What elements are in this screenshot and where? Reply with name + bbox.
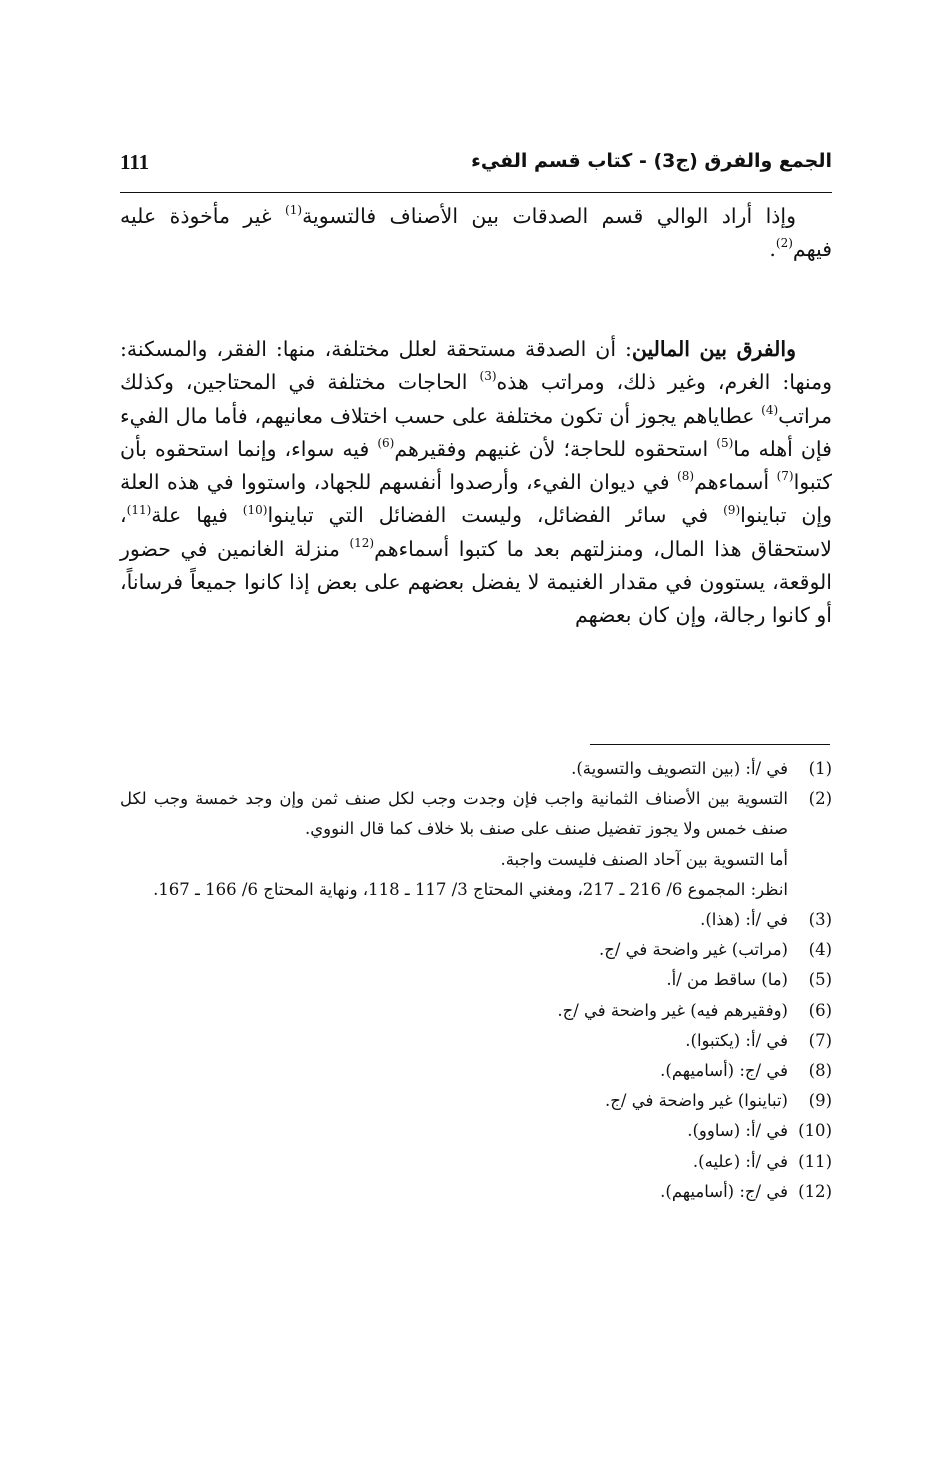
footnote-number: (10) [798,1121,832,1141]
text-segment: في سائر الفضائل، وليست الفضائل التي تباينوا [267,503,724,528]
footnote-text [120,784,788,905]
footnote-number: (8) [808,1061,832,1081]
footnote-number: (11) [798,1151,832,1171]
page-header [120,150,832,184]
footnote-8 [120,1056,832,1086]
paragraph-2-text [120,333,832,633]
paragraph-1-text [120,200,832,267]
text-segment: الحاجات مختلفة في المحتاجين، وكذلك مراتب [120,370,832,428]
footnote-ref-5: (5) [716,436,734,451]
footnote-ref-12: (12) [349,535,375,550]
text-segment: أسماءهم [694,470,777,495]
footnote-ref-8: (8) [677,469,695,484]
text-segment: استحقوه للحاجة؛ لأن غنيهم وفقيرهم [394,436,717,461]
footnote-3 [120,905,832,935]
footnote-ref-11: (11) [126,502,152,517]
footnote-ref-9: (9) [723,502,741,517]
footnote-number: (5) [808,970,832,990]
footnote-ref-6: (6) [377,436,395,451]
footnote-text: (ما) ساقط من /أ. [666,970,788,990]
footnote-line: انظر: المجموع 6/ 216 ـ 217، ومغني المحتاج 3/ 117 ـ 118، ونهاية المحتاج 6/ 166 ـ 167. [153,879,788,899]
footnotes [120,754,832,1207]
paragraph-2 [120,333,832,633]
text-segment: وإذا أراد الوالي قسم الصدقات بين الأصناف فالتسوية [302,204,796,228]
page-number: 111 [120,150,150,174]
footnote-text: في /أ: (هذا). [700,910,788,930]
section-lead: والفرق بين المالين [631,337,796,361]
text-segment: غير مأخوذة عليه فيهم [120,204,832,262]
footnote-number: (2) [808,789,832,809]
header-rule [120,192,832,193]
footnote-2 [120,784,832,905]
text-segment: عطاياهم يجوز أن تكون مختلفة على حسب اختلاف معانيهم، فأما مال الفيء فإن أهله ما [120,403,832,461]
footnote-ref-1: (1) [285,203,303,218]
text-segment: في ديوان الفيء، وأرصدوا أنفسهم للجهاد، واستووا في هذه العلة وإن تباينوا [120,470,832,528]
text-segment: : أن الصدقة مستحقة لعلل مختلفة، منها: الفقر، والمسكنة: ومنها: الغرم، وغير ذلك، ومراتب هذه [120,337,832,395]
footnote-ref-10: (10) [242,502,268,517]
running-title: الجمع والفرق (ج3) - كتاب قسم الفيء [471,150,832,172]
footnote-text: (تباينوا) غير واضحة في /ج. [605,1091,788,1111]
footnote-11 [120,1147,832,1177]
paragraph-1 [120,200,832,267]
footnote-text: في /أ: (يكتبوا). [685,1030,788,1050]
footnote-number: (6) [808,1000,832,1020]
footnote-text: في /ج: (أساميهم). [660,1181,788,1201]
footnote-ref-7: (7) [776,469,794,484]
footnote-number: (12) [798,1181,832,1201]
footnote-number: (4) [808,940,832,960]
footnote-number: (1) [808,759,832,778]
text-segment: فيه سواء، وإنما استحقوه بأن كتبوا [120,436,832,495]
footnote-7 [120,1026,832,1056]
footnote-9 [120,1086,832,1116]
footnote-text: (مراتب) غير واضحة في /ج. [598,940,788,960]
footnote-4 [120,935,832,965]
footnote-text: في /ج: (أساميهم). [660,1061,788,1081]
footnote-number: (7) [808,1030,832,1050]
footnote-10 [120,1116,832,1146]
footnote-line: أما التسوية بين آحاد الصنف فليست واجبة. [500,849,788,869]
text-segment: فيها علة [151,503,243,528]
footnote-5 [120,965,832,995]
text-segment: منزلة الغانمين في حضور الوقعة، يستوون في مقدار الغنيمة لا يفضل بعضهم على بعض إذا كانوا جميعاً فرساناً، أو كانوا رجالة، وإن كان بعضهم [120,536,832,628]
footnote-line: التسوية بين الأصناف الثمانية واجب فإن وجدت وجب لكل صنف ثمن وإن وجد خمسة وجب لكل صنف خمس ولا يجوز تفضيل صنف على صنف بلا خلاف كما قال النووي. [120,789,788,839]
footnote-text: في /أ: (ساوو). [687,1121,788,1141]
footnote-ref-4: (4) [761,402,779,417]
footnote-text: (وفقيرهم فيه) غير واضحة في /ج. [557,1000,788,1020]
footnote-ref-2: (2) [775,236,793,251]
text-segment: . [769,237,776,262]
footnote-number: (3) [808,910,832,930]
footnote-1 [120,754,832,784]
footnote-number: (9) [808,1091,832,1111]
footnote-12 [120,1177,832,1207]
text-segment: ، لاستحقاق هذا المال، ومنزلتهم بعد ما كتبوا أسماءهم [120,503,832,561]
footnote-ref-3: (3) [479,369,497,384]
footnote-separator [590,744,830,745]
footnote-text: في /أ: (عليه). [692,1151,788,1171]
footnote-6 [120,996,832,1026]
footnote-text: في /أ: (بين التصويف والتسوية). [571,759,788,778]
